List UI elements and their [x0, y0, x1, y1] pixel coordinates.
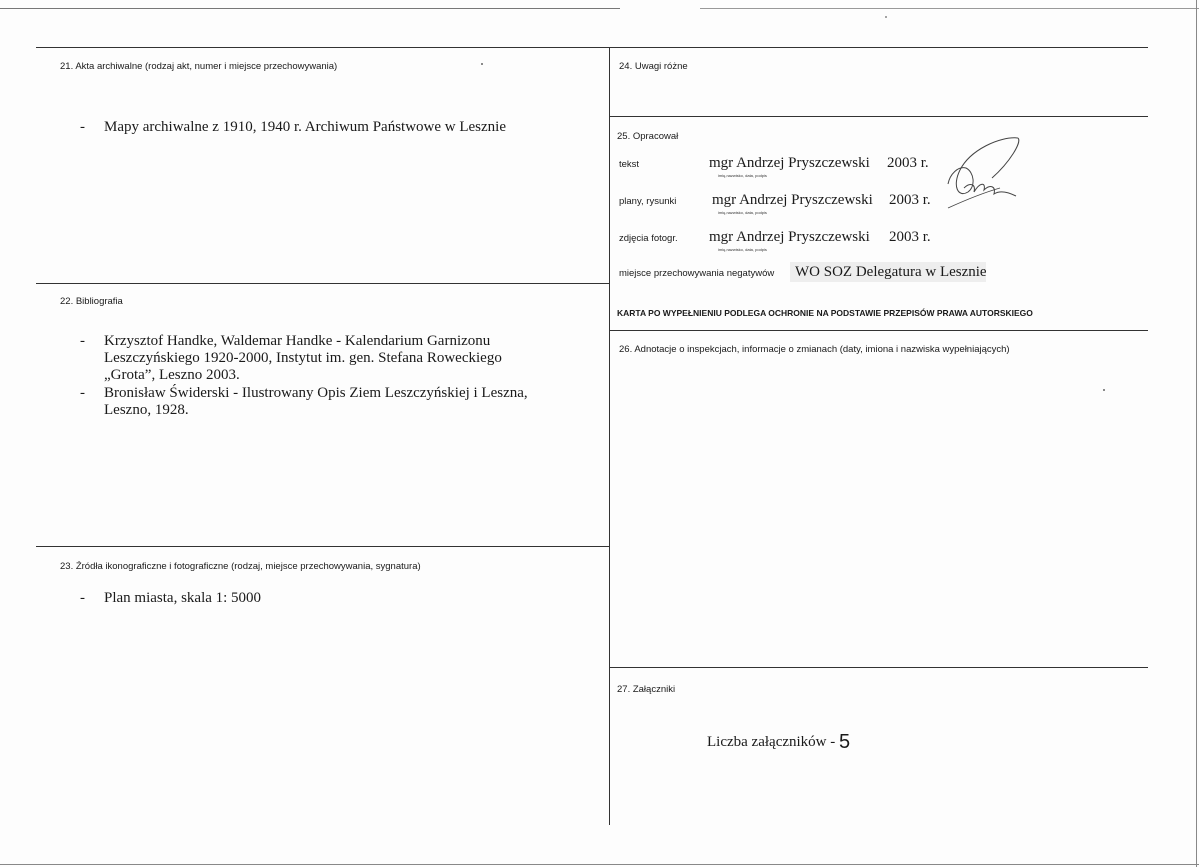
row-name-plany: mgr Andrzej Pryszczewski [712, 192, 873, 208]
grid-line-24-25 [609, 116, 1148, 117]
grid-line-26-27 [609, 667, 1148, 668]
section-24-title: 24. Uwagi różne [619, 61, 688, 72]
scan-edge-bottom [0, 864, 1199, 865]
row-label-plany: plany, rysunki [619, 196, 677, 207]
row-name-zdjecia: mgr Andrzej Pryszczewski [709, 229, 870, 245]
row-hint-zdjecia: imię,nazwisko, data, podpis [718, 247, 767, 252]
row-label-tekst: tekst [619, 159, 640, 170]
section-22-item-2-line-1: Bronisław Świderski - Ilustrowany Opis Ziem Leszczyńskiej i Leszna, [104, 385, 528, 401]
row-year-plany: 2003 r. [889, 192, 931, 208]
row-year-tekst: 2003 r. [887, 155, 929, 171]
bullet-dash: - [80, 590, 85, 606]
section-22-item-2-line-2: Leszno, 1928. [104, 402, 189, 418]
section-22-item-1-line-1: Krzysztof Handke, Waldemar Handke - Kalendarium Garnizonu [104, 333, 491, 349]
grid-line-22-23 [36, 546, 610, 547]
grid-center-divider [609, 47, 610, 825]
section-22-item-1-line-3: „Grota”, Leszno 2003. [104, 367, 240, 383]
copyright-notice: KARTA PO WYPEŁNIENIU PODLEGA OCHRONIE NA PODSTAWIE PRZEPISÓW PRAWA AUTORSKIEGO [617, 308, 1033, 318]
section-21-item: Mapy archiwalne z 1910, 1940 r. Archiwum Państwowe w Lesznie [104, 119, 506, 135]
grid-top-line [36, 47, 1148, 48]
row-label-zdjecia: zdjęcia fotogr. [619, 233, 678, 244]
dust-speck [885, 16, 887, 18]
grid-line-21-22 [36, 283, 610, 284]
bullet-dash: - [80, 385, 85, 401]
negatives-value: WO SOZ Delegatura w Lesznie [795, 264, 987, 280]
attachments-count-label: Liczba załączników - [707, 734, 836, 750]
dust-speck [1103, 389, 1105, 391]
bullet-dash: - [80, 119, 85, 135]
section-22-item-1-line-2: Leszczyńskiego 1920-2000, Instytut im. gen. Stefana Roweckiego [104, 350, 502, 366]
negatives-label: miejsce przechowywania negatywów [619, 268, 775, 279]
bullet-dash: - [80, 333, 85, 349]
section-27-title: 27. Załączniki [617, 684, 676, 695]
section-22-title: 22. Bibliografia [60, 296, 123, 307]
scan-edge-right [1196, 0, 1197, 867]
row-name-tekst: mgr Andrzej Pryszczewski [709, 155, 870, 171]
attachments-count-value: 5 [839, 731, 851, 753]
grid-line-25-26 [609, 330, 1148, 331]
section-21-title: 21. Akta archiwalne (rodzaj akt, numer i miejsce przechowywania) [60, 61, 338, 72]
section-23-item: Plan miasta, skala 1: 5000 [104, 590, 262, 606]
row-hint-tekst: imię,nazwisko, data, podpis [718, 173, 767, 178]
section-25-title: 25. Opracował [617, 131, 679, 142]
section-26-title: 26. Adnotacje o inspekcjach, informacje o zmianach (daty, imiona i nazwiska wypełniających) [619, 344, 1010, 355]
section-23-title: 23. Źródła ikonograficzne i fotograficzne (rodzaj, miejsce przechowywania, sygnatura) [60, 561, 421, 572]
signature-icon [940, 132, 1025, 212]
row-year-zdjecia: 2003 r. [889, 229, 931, 245]
scan-edge-top [0, 8, 1199, 9]
dust-speck [481, 63, 483, 65]
row-hint-plany: imię,nazwisko, data, podpis [718, 210, 767, 215]
